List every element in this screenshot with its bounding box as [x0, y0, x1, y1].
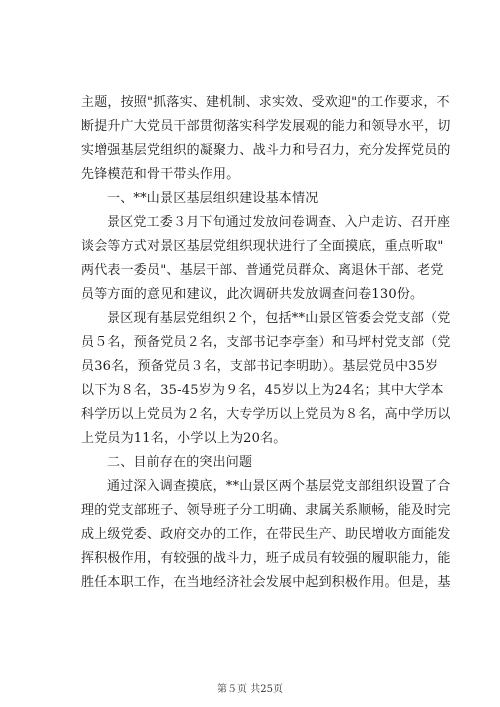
text-line: 员36名，预备党员３名，支部书记李明助）。基层党员中35岁: [81, 359, 439, 374]
text-line: 员等方面的意见和建议，此次调研共发放调查问卷130份。: [81, 287, 424, 302]
section-heading: 一、**山景区基层组织建设基本情况: [107, 191, 319, 206]
text-line: 两代表一委员"、基层干部、普通党员群众、离退休干部、老党: [81, 263, 444, 278]
text-line: 景区现有基层党组织２个，包括**山景区管委会党支部（党: [107, 311, 451, 326]
text-line: 成上级党委、政府交办的工作，在带民生产、助民增收方面能发: [81, 527, 451, 542]
text-line: 上党员为11名，小学以上为20名。: [81, 431, 287, 446]
text-line: 谈会等方式对景区基层党组织现状进行了全面摸底，重点听取": [81, 239, 444, 254]
text-line: 科学历以上党员为２名，大专学历以上党员为８名，高中学历以: [81, 407, 451, 422]
section-heading: 二、目前存在的突出问题: [107, 455, 253, 470]
text-line: 先锋模范和骨干带头作用。: [81, 167, 240, 182]
text-line: 实增强基层党组织的凝聚力、战斗力和号召力，充分发挥党员的: [81, 143, 451, 158]
text-line: 挥积极作用，有较强的战斗力，班子成员有较强的履职能力，能: [81, 551, 451, 566]
text-line: 以下为８名，35-45岁为９名，45岁以上为24名；其中大学本: [81, 383, 444, 398]
text-line: 主题，按照"抓落实、建机制、求实效、受欢迎"的工作要求，不: [81, 95, 450, 110]
text-line: 理的党支部班子、领导班子分工明确、隶属关系顺畅，能及时完: [81, 503, 451, 518]
text-line: 景区党工委３月下旬通过发放问卷调查、入户走访、召开座: [107, 215, 451, 230]
text-line: 断提升广大党员干部贯彻落实科学发展观的能力和领导水平，切: [81, 119, 451, 134]
page-number-footer: 第５页 共25页: [217, 684, 283, 695]
text-line: 胜任本职工作，在当地经济社会发展中起到积极作用。但是，基: [81, 575, 451, 590]
text-line: 员５名，预备党员２名，支部书记李亭奎）和马坪村党支部（党: [81, 335, 451, 350]
text-line: 通过深入调查摸底，**山景区两个基层党支部组织设置了合: [107, 479, 451, 494]
